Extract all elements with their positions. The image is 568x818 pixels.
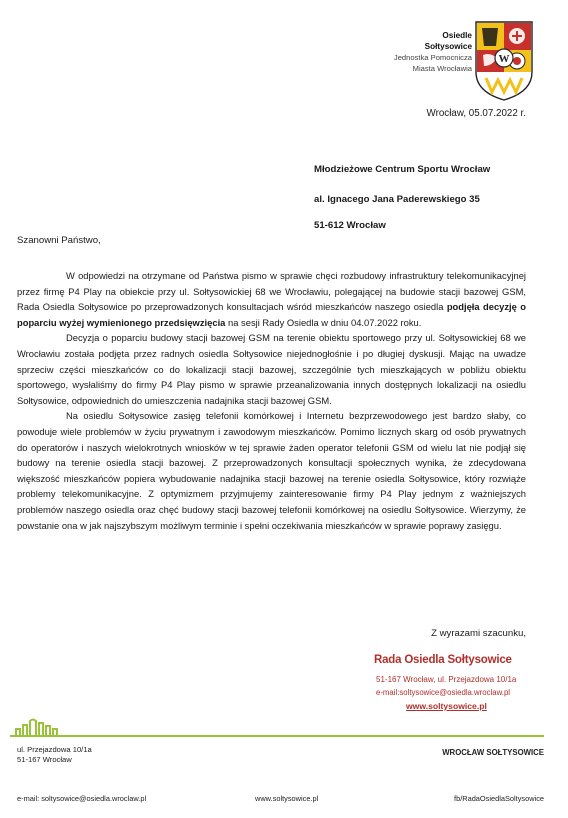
recipient-line3: 51-612 Wrocław xyxy=(314,220,386,231)
stamp-line2: 51-167 Wrocław, ul. Przejazdowa 10/1a xyxy=(376,675,517,684)
wroclaw-crest-icon xyxy=(474,20,534,102)
footer-email: e-mail: soltysowice@osiedla.wroclaw.pl xyxy=(17,794,147,803)
council-stamp xyxy=(372,654,532,722)
skyline-logo-icon xyxy=(14,717,70,737)
closing: Z wyrazami szacunku, xyxy=(431,628,526,639)
org-subtitle xyxy=(352,52,472,74)
paragraph-1-text-a: W odpowiedzi na otrzymane od Państwa pismo w sprawie chęci rozbudowy infrastruktury telekomunikacyjnej przez firmę P4 Play na obiekcie przy ul. Sołtysowickiej 68 we Wrocławiu, polegającej na budowie stacji bazowej GSM, Rada Osiedla Sołtysowice po przeprowadzonych konsultacjach wśród mieszkańców naszego osiedla xyxy=(17,270,526,313)
recipient-line1: Młodzieżowe Centrum Sportu Wrocław xyxy=(314,164,491,175)
footer-facebook: fb/RadaOsiedlaSoltysowice xyxy=(454,794,544,803)
paragraph-3: Na osiedlu Sołtysowice zasięg telefonii komórkowej i Internetu bezprzewodowego jest bardzo słaby, co powoduje wiele problemów w życiu prywatnym i zawodowym mieszkańców. Pomimo licznych skarg od osób prywatnych do operatorów i naszych wielokrotnych wniosków w tej sprawie żaden operator telefonii GSM od wielu lat nie podjął się budowy na terenie osiedla stacji bazowej. Z przeprowadzonych konsultacji społecznych wynika, że zdecydowana większość mieszkańców popiera wybudowanie nadajnika stacji bazowej na terenie osiedla Sołtysowice, który rozwiąże problemy telekomunikacyjne. Z optymizmem przyjmujemy zainteresowanie firmy P4 Play jednym z ważniejszych problemów naszego osiedla oraz chęć budowy stacji bazowej telefonii komórkowej na osiedlu Sołtysowice. Wierzymy, że powstanie ona w jak najszybszym możliwym terminie i spełni oczekiwania mieszkańców w sprawie poprawy zasięgu. xyxy=(17,410,526,531)
salutation: Szanowni Państwo, xyxy=(17,235,101,246)
recipient-line2: al. Ignacego Jana Paderewskiego 35 xyxy=(314,194,480,205)
stamp-line1: Rada Osiedla Sołtysowice xyxy=(374,653,512,667)
org-sub-line1: Jednostka Pomocnicza xyxy=(393,53,472,62)
org-name xyxy=(382,30,472,52)
footer-brand: WROCŁAW SOŁTYSOWICE xyxy=(442,748,544,757)
footer-website: www.soltysowice.pl xyxy=(255,794,319,803)
org-sub-line2: Miasta Wrocławia xyxy=(412,64,472,73)
stamp-line3: e-mail:soltysowice@osiedla.wroclaw.pl xyxy=(376,688,511,697)
footer-divider xyxy=(10,735,544,737)
org-name-line1: Osiedle xyxy=(442,31,472,40)
footer-address-line1: ul. Przejazdowa 10/1a xyxy=(17,745,92,754)
footer-address xyxy=(17,745,92,765)
paragraph-2: Decyzja o poparciu budowy stacji bazowej GSM na terenie obiektu sportowego przy ul. Sołtysowickiej 68 we Wrocławiu została podjęta przez radnych osiedla Sołtysowice niejednogłośnie i po długiej dyskusji. Mając na uwadze sprzeciw części mieszkańców co do lokalizacji stacji bazowej, szczególnie tych mieszkających w pobliżu obiektu sportowego, wysłaliśmy do firmy P4 Play pismo w sprawie przeanalizowania innych dostępnych lokalizacji na osiedlu Sołtysowice, odpowiednich do umieszczenia nadajnika stacji bazowej GSM. xyxy=(17,332,526,406)
paragraph-1-bold: podjęła decyzję o poparciu wyżej wymienionego przedsięwzięcia xyxy=(17,301,526,328)
paragraph-1-text-b: na sesji Rady Osiedla w dniu 04.07.2022 roku. xyxy=(225,316,422,328)
letter-date: Wrocław, 05.07.2022 r. xyxy=(426,108,526,119)
footer-address-line2: 51-167 Wrocław xyxy=(17,755,72,764)
letter-body xyxy=(17,268,526,533)
org-name-line2: Sołtysowice xyxy=(424,42,472,51)
paragraph-1 xyxy=(17,268,526,330)
crest-letter: W xyxy=(498,53,510,65)
stamp-line4: www.soltysowice.pl xyxy=(406,701,487,711)
